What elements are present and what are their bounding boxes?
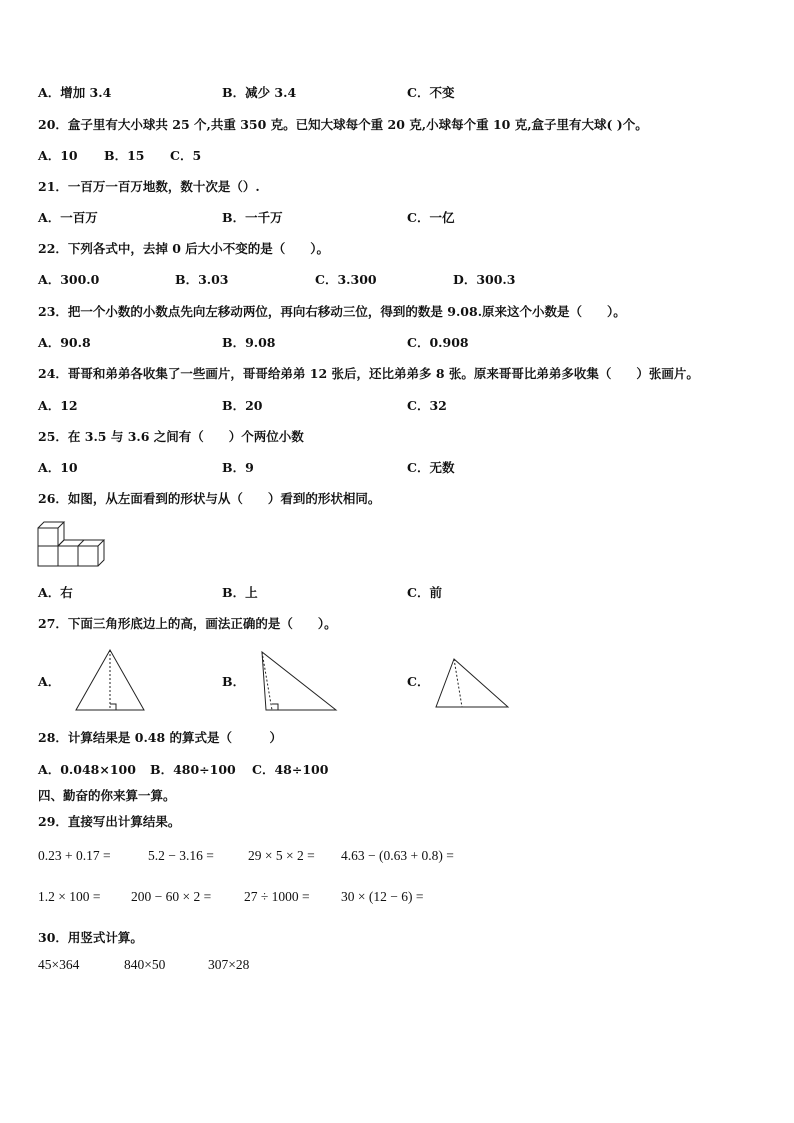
- q27-option-c[interactable]: C．: [407, 674, 430, 689]
- calc-item: 5.2 − 3.16 =: [148, 848, 214, 863]
- calc-item: 0.23 + 0.17 =: [38, 848, 111, 863]
- q24-question: 24．哥哥和弟弟各收集了一些画片，哥哥给弟弟 12 张后，还比弟弟多 8 张。原来哥哥比弟弟多收集（ ）张画片。: [38, 366, 699, 381]
- q21-option-a[interactable]: A．一百万: [38, 210, 98, 225]
- calc-item: 4.63 − (0.63 + 0.8) =: [341, 848, 454, 863]
- q25-question: 25．在 3.5 与 3.6 之间有（ ）个两位小数: [38, 429, 304, 444]
- q25-option-a[interactable]: A．10: [38, 460, 78, 475]
- cube-stack-figure: [36, 520, 114, 568]
- q20-option-a[interactable]: A．10: [38, 148, 78, 163]
- q28-option-a[interactable]: A．0.048×100: [38, 762, 136, 777]
- q22-option-b[interactable]: B．3.03: [175, 272, 229, 287]
- q21-option-b[interactable]: B．一千万: [222, 210, 283, 225]
- triangle-a-figure: [74, 648, 146, 712]
- q27-option-b[interactable]: B．: [222, 674, 246, 689]
- q20-option-c[interactable]: C．5: [170, 148, 202, 163]
- q24-option-b[interactable]: B．20: [222, 398, 263, 413]
- q23-option-b[interactable]: B．9.08: [222, 335, 276, 350]
- q30-question: 30．用竖式计算。: [38, 930, 143, 945]
- q24-option-a[interactable]: A．12: [38, 398, 78, 413]
- calc-item: 27 ÷ 1000 =: [244, 889, 310, 904]
- q21-option-c[interactable]: C．一亿: [407, 210, 455, 225]
- q28-option-b[interactable]: B．480÷100: [150, 762, 236, 777]
- calc-item: 1.2 × 100 =: [38, 889, 101, 904]
- q20-question: 20．盒子里有大小球共 25 个,共重 350 克。已知大球每个重 20 克,小球每个重 10 克,盒子里有大球( )个。: [38, 117, 648, 132]
- q22-question: 22．下列各式中，去掉 0 后大小不变的是（ ）。: [38, 241, 330, 256]
- q23-option-c[interactable]: C．0.908: [407, 335, 469, 350]
- q24-option-c[interactable]: C．32: [407, 398, 447, 413]
- q25-option-b[interactable]: B．9: [222, 460, 254, 475]
- q25-option-c[interactable]: C．无数: [407, 460, 455, 475]
- q27-question: 27．下面三角形底边上的高，画法正确的是（ ）。: [38, 616, 337, 631]
- q28-question: 28．计算结果是 0.48 的算式是（ ）: [38, 730, 283, 745]
- q27-option-a[interactable]: A．: [38, 674, 61, 689]
- q26-option-b[interactable]: B．上: [222, 585, 258, 600]
- calc-item: 29 × 5 × 2 =: [248, 848, 315, 863]
- q20-option-b[interactable]: B．15: [104, 148, 145, 163]
- q23-question: 23．把一个小数的小数点先向左移动两位，再向右移动三位，得到的数是 9.08.原来这个小数是（ ）。: [38, 304, 626, 319]
- section-four-title: 四、勤奋的你来算一算。: [38, 788, 176, 803]
- q21-question: 21．一百万一百万地数，数十次是（）.: [38, 179, 260, 194]
- q29-question: 29．直接写出计算结果。: [38, 814, 181, 829]
- triangle-b-figure: [258, 650, 340, 712]
- q19-option-c[interactable]: C．不变: [407, 85, 455, 100]
- q26-option-c[interactable]: C．前: [407, 585, 442, 600]
- vertical-calc-item: 840×50: [124, 957, 166, 972]
- q23-option-a[interactable]: A．90.8: [38, 335, 91, 350]
- vertical-calc-item: 307×28: [208, 957, 250, 972]
- calc-item: 200 − 60 × 2 =: [131, 889, 212, 904]
- triangle-c-figure: [434, 657, 512, 709]
- q19-option-b[interactable]: B．减少 3.4: [222, 85, 297, 100]
- q22-option-c[interactable]: C．3.300: [315, 272, 377, 287]
- q28-option-c[interactable]: C．48÷100: [252, 762, 329, 777]
- q22-option-a[interactable]: A．300.0: [38, 272, 100, 287]
- vertical-calc-item: 45×364: [38, 957, 80, 972]
- calc-item: 30 × (12 − 6) =: [341, 889, 424, 904]
- q26-question: 26．如图，从左面看到的形状与从（ ）看到的形状相同。: [38, 491, 381, 506]
- q22-option-d[interactable]: D．300.3: [453, 272, 516, 287]
- q19-option-a[interactable]: A．增加 3.4: [38, 85, 112, 100]
- q26-option-a[interactable]: A．右: [38, 585, 73, 600]
